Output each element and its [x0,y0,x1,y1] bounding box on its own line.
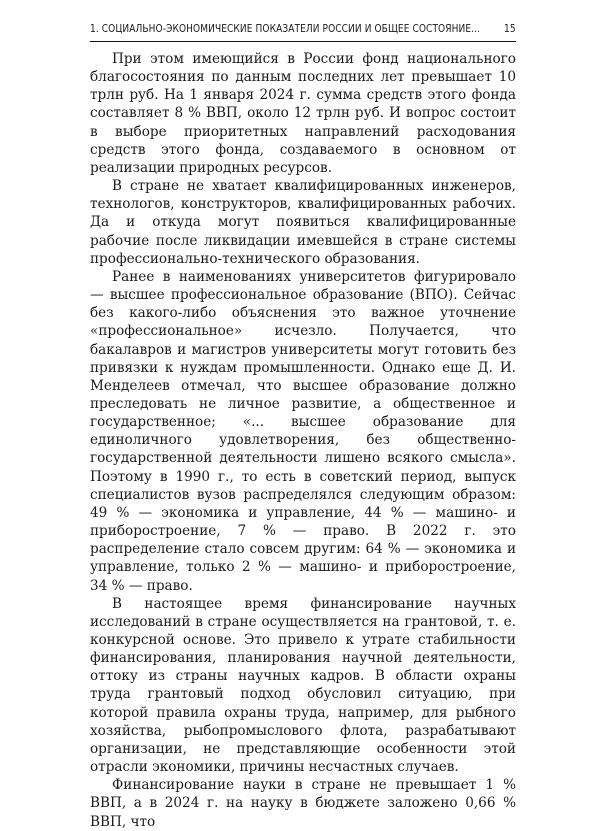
paragraph: В настоящее время финансирование научных исследований в стране осуществляется на грантовой, т. е. конкурсной основе. Это привело к утрате стабильности финансирования, планирования научной деятельности, оттоку из страны научных кадров. В области охраны труда грантовый подход обусловил ситуацию, при которой правила охраны труда, например, для рыбного хозяйства, рыбопромыслового флота, разрабатывают организации, не представляющие особенности этой отрасли экономики, причины несчастных случаев. [90,595,516,776]
header-rule [90,41,516,42]
running-header [90,23,516,35]
paragraph: При этом имеющийся в России фонд национального благосостояния по данным последних лет превышает 10 трлн руб. На 1 января 2024 г. сумма средств этого фонда составляет 8 % ВВП, около 12 трлн руб. И вопрос состоит в выборе приоритетных направлений расходования средств этого фонда, создаваемого в основном от реализации природных ресурсов. [90,51,516,176]
body-text [90,50,516,831]
page-number: 15 [504,23,516,35]
running-title: 1. СОЦИАЛЬНО-ЭКОНОМИЧЕСКИЕ ПОКАЗАТЕЛИ РОССИИ И ОБЩЕЕ СОСТОЯНИЕ... [90,23,480,35]
paragraph: Ранее в наименованиях университетов фигурировало — высшее профессиональное образование (ВПО). Сейчас без какого-либо объяснения это важное уточнение «профессиональное» исчезло. Получается, что бакалавров и магистров университеты могут готовить без привязки к нуждам промышленности. Однако еще Д. И. Менделеев отмечал, что высшее образование должно преследовать не личное развитие, а общественное и государственное; «... высшее образование для единоличного удовлетворения, без общественно-государственной деятельности лишено всякого смысла». Поэтому в 1990 г., то есть в советский период, выпуск специалистов вузов распределялся следующим образом: 49 % — экономика и управление, 44 % — машино- и приборостроение, 7 % — право. В 2022 г. это распределение стало совсем другим: 64 % — экономика и управление, только 2 % — машино- и приборостроение, 34 % — право. [90,268,516,594]
paragraph: Финансирование науки в стране не превышает 1 % ВВП, а в 2024 г. на науку в бюджете заложено 0,66 % ВВП, что [90,777,516,830]
paragraph: В стране не хватает квалифицированных инженеров, технологов, конструкторов, квалифицированных рабочих. Да и откуда могут появиться квалифицированные рабочие после ликвидации имевшейся в стране системы профессионально-технического образования. [90,178,516,267]
